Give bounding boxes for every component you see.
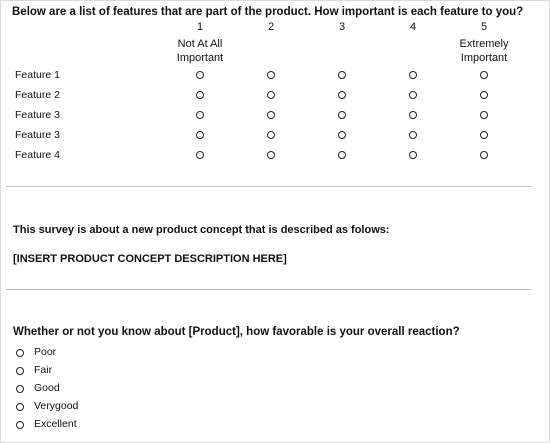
reaction-option-good-label[interactable]: Good [34,382,60,394]
grid-radio-row5-col5[interactable] [480,151,488,159]
reaction-option-excellent-radio[interactable] [16,421,24,429]
grid-row-label: Feature 3 [15,129,60,141]
reaction-option-verygood-label[interactable]: Verygood [34,400,79,412]
grid-radio-row1-col4[interactable] [409,71,417,79]
reaction-option-poor-radio[interactable] [16,349,24,357]
grid-radio-row2-col2[interactable] [267,91,275,99]
grid-radio-row3-col4[interactable] [409,111,417,119]
grid-radio-row5-col2[interactable] [267,151,275,159]
grid-row-label: Feature 3 [15,109,60,121]
section-divider-1 [6,186,531,187]
grid-radio-row2-col5[interactable] [480,91,488,99]
reaction-option-good-radio[interactable] [16,385,24,393]
grid-radio-row2-col1[interactable] [196,91,204,99]
grid-radio-row1-col1[interactable] [196,71,204,79]
grid-question-title: Below are a list of features that are part of the product. How important is each feature to you? [12,6,524,18]
reaction-option-poor-label[interactable]: Poor [34,346,57,358]
grid-radio-row3-col2[interactable] [267,111,275,119]
grid-radio-row2-col4[interactable] [409,91,417,99]
concept-description-placeholder: [INSERT PRODUCT CONCEPT DESCRIPTION HERE] [13,253,287,265]
scale-anchor-low [155,37,245,65]
scale-number-1: 1 [196,21,204,33]
grid-radio-row3-col1[interactable] [196,111,204,119]
grid-radio-row5-col1[interactable] [196,151,204,159]
grid-radio-row1-col5[interactable] [480,71,488,79]
reaction-question-title: Whether or not you know about [Product], how favorable is your overall reaction? [13,326,460,338]
scale-anchor-high-line1: Extremely [459,38,509,50]
grid-radio-row4-col5[interactable] [480,131,488,139]
reaction-option-fair-label[interactable]: Fair [34,364,53,376]
concept-intro-text: This survey is about a new product concept that is described as folows: [13,224,390,236]
scale-number-4: 4 [409,21,417,33]
scale-number-3: 3 [338,21,346,33]
grid-row-label: Feature 4 [15,149,60,161]
reaction-option-excellent-label[interactable]: Excellent [34,418,77,430]
scale-number-5: 5 [480,21,488,33]
grid-radio-row4-col2[interactable] [267,131,275,139]
grid-radio-row4-col4[interactable] [409,131,417,139]
grid-radio-row3-col5[interactable] [480,111,488,119]
grid-radio-row2-col3[interactable] [338,91,346,99]
scale-number-2: 2 [267,21,275,33]
grid-radio-row4-col3[interactable] [338,131,346,139]
grid-row-label: Feature 2 [15,89,60,101]
scale-anchor-high [439,37,529,65]
grid-radio-row1-col2[interactable] [267,71,275,79]
scale-anchor-low-line2: Important [176,52,224,64]
reaction-option-verygood-radio[interactable] [16,403,24,411]
grid-row-label: Feature 1 [15,69,60,81]
grid-radio-row5-col3[interactable] [338,151,346,159]
grid-radio-row4-col1[interactable] [196,131,204,139]
scale-anchor-high-line2: Important [460,52,508,64]
grid-radio-row1-col3[interactable] [338,71,346,79]
reaction-option-fair-radio[interactable] [16,367,24,375]
grid-radio-row3-col3[interactable] [338,111,346,119]
grid-radio-row5-col4[interactable] [409,151,417,159]
section-divider-2 [6,289,531,290]
scale-anchor-low-line1: Not At All [177,38,223,50]
